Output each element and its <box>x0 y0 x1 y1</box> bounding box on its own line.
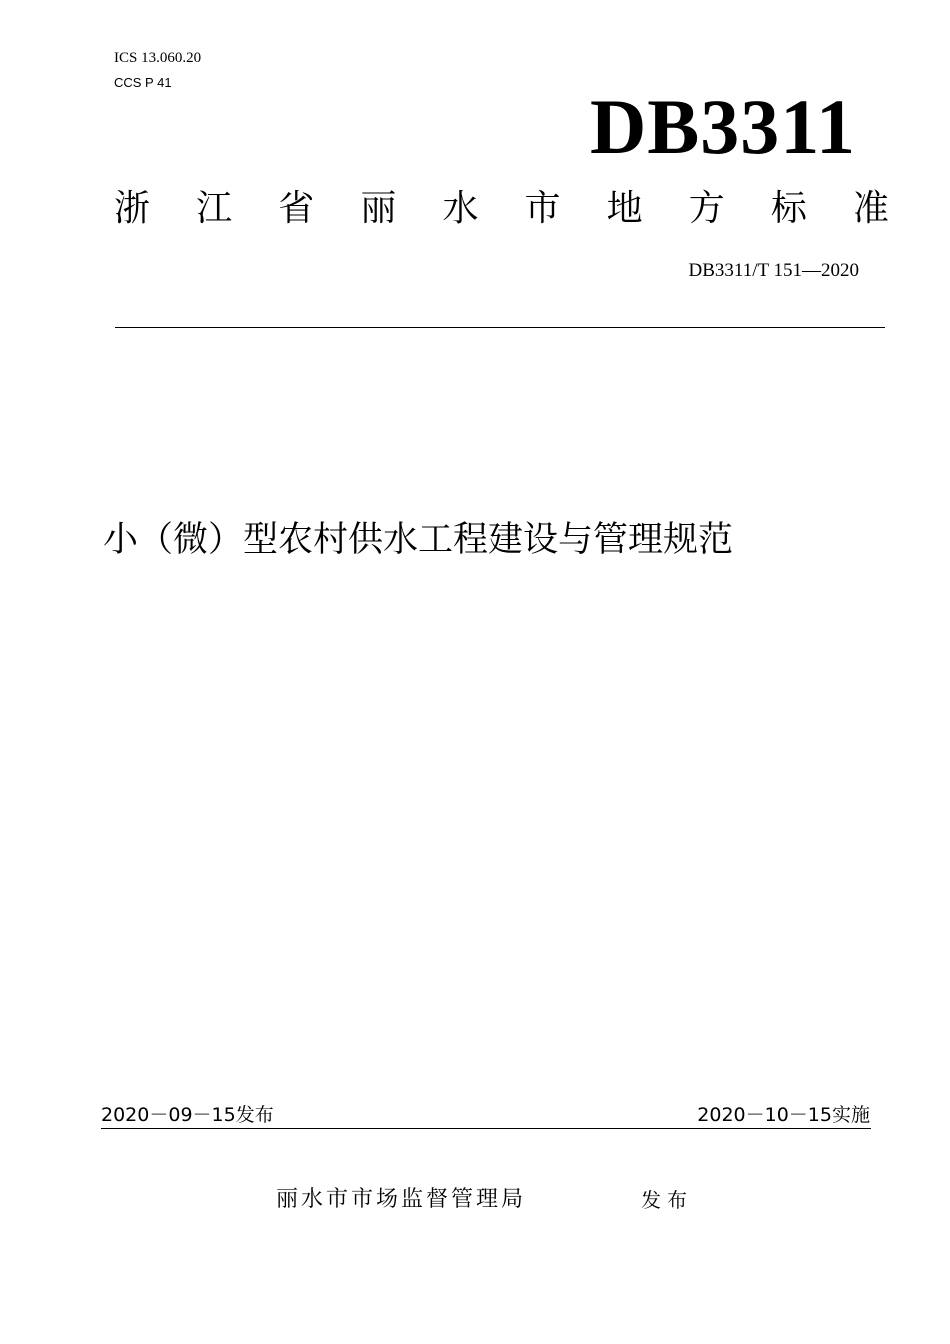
implementation-date: 2020－10－15实施 <box>697 1104 870 1126</box>
standard-number: DB3311/T 151—2020 <box>688 260 859 281</box>
standard-type-char: 准 <box>852 188 889 229</box>
standard-type-char: 丽 <box>360 188 397 229</box>
publisher-name: 丽水市市场监督管理局 <box>276 1187 527 1212</box>
standard-type-char: 江 <box>196 188 233 229</box>
standard-type-char: 省 <box>278 188 315 229</box>
publish-label: 发布 <box>641 1188 693 1212</box>
standard-type-char: 标 <box>770 188 807 229</box>
standard-type-heading <box>114 186 889 232</box>
bottom-divider <box>101 1128 871 1129</box>
release-date: 2020－09－15发布 <box>101 1104 274 1126</box>
ccs-code: CCS P 41 <box>114 75 172 90</box>
document-title: 小（微）型农村供水工程建设与管理规范 <box>103 520 734 560</box>
standard-type-char: 浙 <box>114 188 151 229</box>
standard-type-char: 地 <box>606 188 643 229</box>
standard-type-char: 水 <box>442 188 479 229</box>
top-divider <box>115 327 885 328</box>
db-code-heading: DB3311 <box>589 83 856 170</box>
ics-code: ICS 13.060.20 <box>114 50 202 66</box>
standard-type-char: 方 <box>688 188 725 229</box>
standard-type-char: 市 <box>524 188 561 229</box>
